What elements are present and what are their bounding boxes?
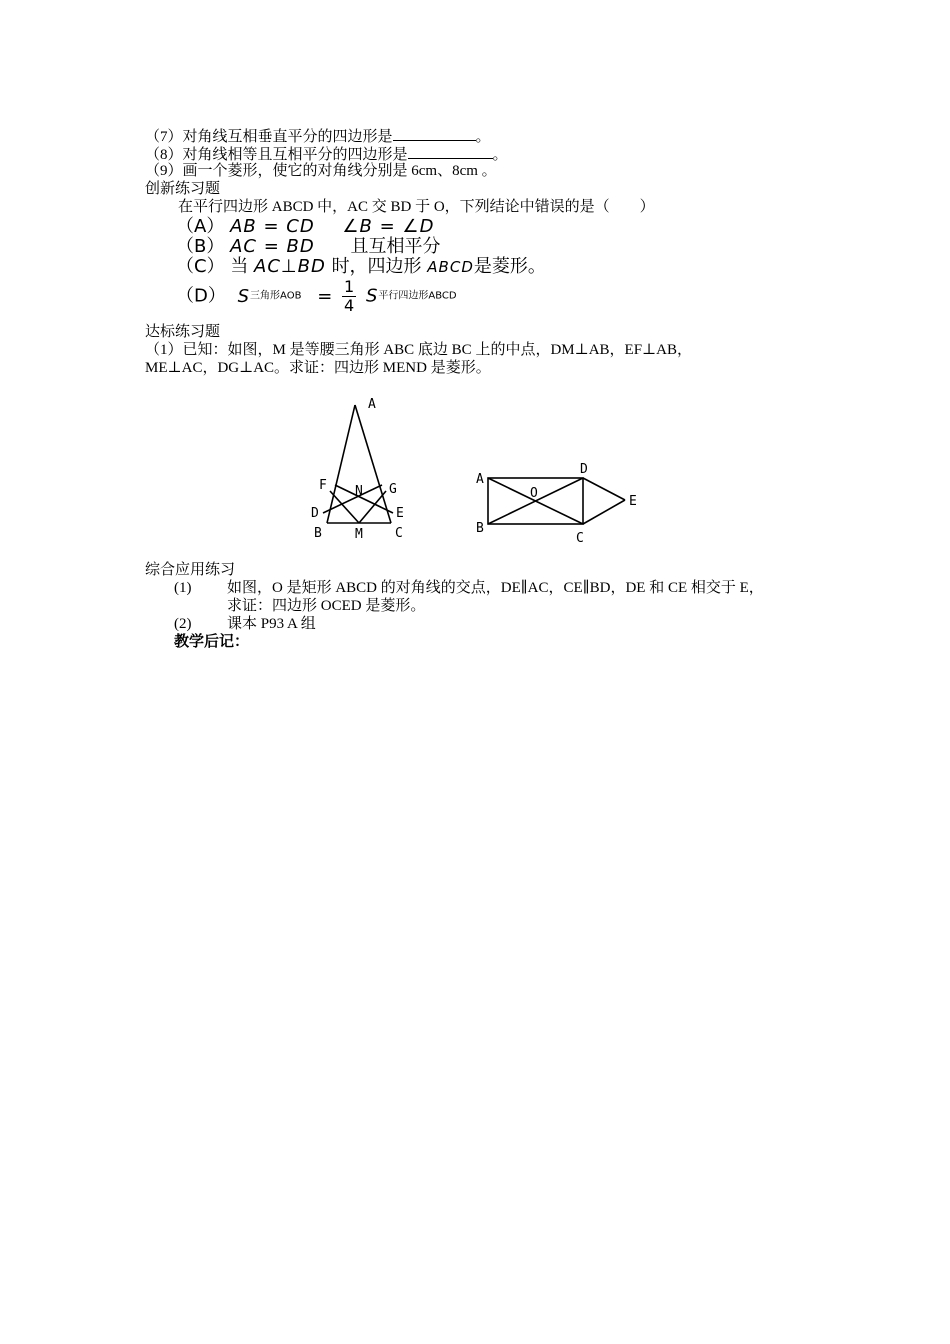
option-a-expr2: ∠B = ∠D <box>342 216 435 237</box>
figure1-label-a: A <box>368 397 376 412</box>
option-d-fraction <box>342 278 356 315</box>
question-7-text: （7）对角线互相垂直平分的四边形是 <box>145 129 393 145</box>
answer-blank-7[interactable] <box>393 126 476 141</box>
question-8-text: （8）对角线相等且互相平分的四边形是 <box>145 147 408 163</box>
innovation-question: 在平行四边形 ABCD 中，AC 交 BD 于 O，下列结论中错误的是（ ） <box>178 199 655 215</box>
standard-q1-line1: （1）已知：如图，M 是等腰三角形 ABC 底边 BC 上的中点，DM⊥AB，EF⊥AB， <box>145 342 693 358</box>
section-standard-title: 达标练习题 <box>145 324 221 340</box>
option-c-mid: 时，四边形 <box>331 256 422 277</box>
figure-isosceles-triangle <box>305 393 425 543</box>
option-c <box>176 257 546 277</box>
question-9: （9）画一个菱形，使它的对角线分别是 6cm、8cm 。 <box>145 163 497 179</box>
answer-blank-8[interactable] <box>408 144 493 159</box>
teaching-afterword: 教学后记： <box>174 634 250 650</box>
option-b-text: 且互相平分 <box>350 236 441 257</box>
option-d-sub1: 三角形AOB <box>250 290 302 302</box>
section-comprehensive-title: 综合应用练习 <box>145 562 236 578</box>
figure1-label-c: C <box>395 526 403 541</box>
option-c-label: （C） <box>176 256 225 277</box>
question-8-end: 。 <box>492 147 508 163</box>
option-b-label: （B） <box>176 236 225 257</box>
comprehensive-q2-text: 课本 P93 A 组 <box>227 616 316 632</box>
figure2-label-d: D <box>580 462 588 477</box>
option-d-s2: S <box>365 285 379 307</box>
option-c-expr: AC⊥BD <box>254 256 326 277</box>
figure1-label-f: F <box>319 478 327 493</box>
section-innovation-title: 创新练习题 <box>145 181 221 197</box>
figure2-label-e: E <box>629 494 637 509</box>
option-d-sub2: 平行四边形ABCD <box>378 290 457 302</box>
figure2-label-a: A <box>476 472 484 487</box>
question-7 <box>145 126 491 146</box>
option-d-s1: S <box>237 285 251 307</box>
option-b-expr: AC = BD <box>230 236 315 257</box>
comprehensive-q1-number: (1) <box>174 580 192 596</box>
standard-q1-line2: ME⊥AC，DG⊥AC。求证：四边形 MEND 是菱形。 <box>145 360 491 376</box>
option-c-expr2: ABCD <box>427 258 474 276</box>
figure2-label-b: B <box>476 521 484 536</box>
option-a-expr1: AB = CD <box>230 216 315 237</box>
comprehensive-q1-line2: 求证：四边形 OCED 是菱形。 <box>227 598 426 614</box>
figure2-label-c: C <box>576 531 584 546</box>
option-d <box>176 278 457 315</box>
comprehensive-q2-number: (2) <box>174 616 192 632</box>
figure1-label-b: B <box>314 526 322 541</box>
option-a-label: （A） <box>176 216 225 237</box>
question-8 <box>145 144 508 164</box>
option-b <box>176 237 440 257</box>
figure1-label-n: N <box>355 484 363 499</box>
option-c-post: 是菱形。 <box>473 256 546 277</box>
option-d-eq: = <box>317 285 333 307</box>
option-d-denominator: 4 <box>344 296 355 315</box>
figure1-label-d: D <box>311 506 319 521</box>
question-7-end: 。 <box>475 129 491 145</box>
figure1-label-g: G <box>389 482 397 497</box>
figure2-label-o: O <box>530 486 538 501</box>
figure1-label-e: E <box>396 506 404 521</box>
option-a <box>176 217 434 237</box>
figure1-label-m: M <box>355 527 363 542</box>
comprehensive-q1-line1: 如图，O 是矩形 ABCD 的对角线的交点，DE∥AC，CE∥BD，DE 和 CE 相交于 E， <box>227 580 764 596</box>
option-d-numerator: 1 <box>344 277 355 296</box>
figure-rectangle-rhombus <box>472 458 647 548</box>
option-d-label: （D） <box>176 285 226 307</box>
option-c-pre: 当 <box>230 256 249 277</box>
